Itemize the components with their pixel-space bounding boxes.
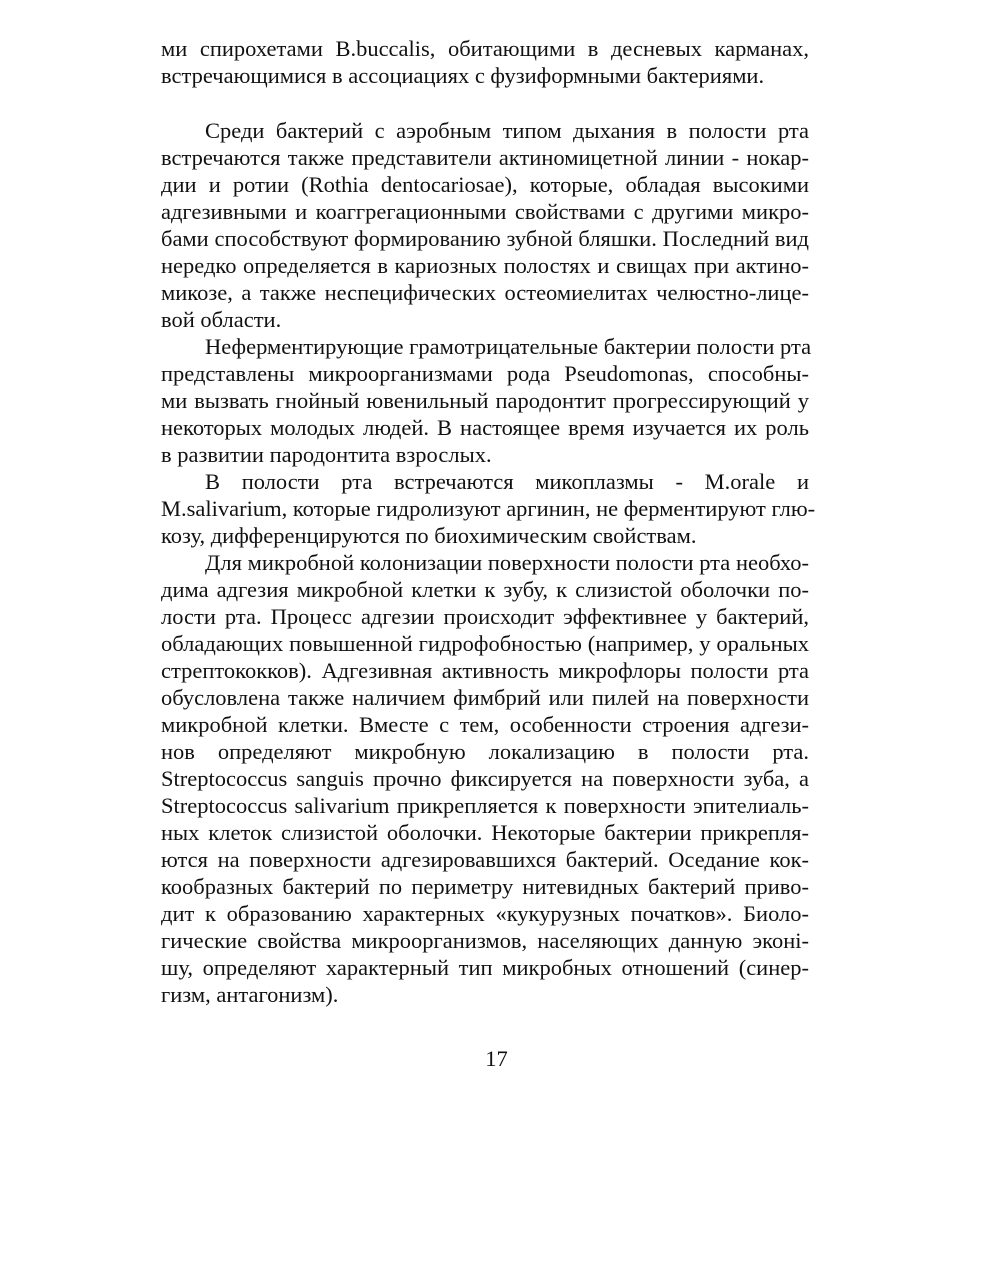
text-line: Streptococcus sanguis прочно фиксируется на поверхности зуба, а: [161, 766, 809, 791]
text-line: ми спирохетами B.buccalis, обитающими в десневых карманах,: [161, 36, 809, 61]
text-line: обусловлена также наличием фимбрий или пилей на поверхности: [161, 685, 809, 710]
page-number: 17: [485, 1046, 508, 1071]
text-line: в развитии пародонтита взрослых.: [161, 442, 492, 467]
text-line: лости рта. Процесс адгезии происходит эффективнее у бактерий,: [161, 604, 809, 629]
paragraph-aerobic-bacteria: [161, 117, 809, 333]
text-line: ются на поверхности адгезировавшихся бактерий. Оседание кок-: [161, 847, 809, 872]
paragraph-mycoplasma: [161, 468, 816, 549]
text-line: Среди бактерий с аэробным типом дыхания в полости рта: [205, 118, 809, 143]
paragraph-adhesion: [161, 549, 809, 1008]
text-line: нов определяют микробную локализацию в полости рта.: [161, 739, 809, 764]
paragraph-gap: [161, 89, 809, 117]
text-line: дии и ротии (Rothia dentocariosae), которые, обладая высокими: [161, 172, 809, 197]
text-line: представлены микроорганизмами рода Pseudomonas, способны-: [161, 361, 809, 386]
text-line: ных клеток слизистой оболочки. Некоторые бактерии прикрепля-: [161, 820, 809, 845]
text-line: некоторых молодых людей. В настоящее время изучается их роль: [161, 415, 809, 440]
text-line: Неферментирующие грамотрицательные бактерии полости рта: [205, 334, 812, 359]
text-line: микробной клетки. Вместе с тем, особенности строения адгези-: [161, 712, 809, 737]
text-line: вой области.: [161, 307, 282, 332]
text-line: В полости рта встречаются микоплазмы - M.orale и: [205, 469, 809, 494]
text-line: стрептококков). Адгезивная активность микрофлоры полости рта: [161, 658, 809, 683]
text-line: ми вызвать гнойный ювенильный пародонтит прогрессирующий у: [161, 388, 809, 413]
text-line: встречающимися в ассоциациях с фузиформными бактериями.: [161, 63, 765, 88]
text-line: микозе, а также неспецифических остеомиелитах челюстно-лице-: [161, 280, 809, 305]
text-line: обладающих повышенной гидрофобностью (например, у оральных: [161, 631, 809, 656]
text-line: адгезивными и коаггрегационными свойствами с другими микро-: [161, 199, 809, 224]
paragraph-pseudomonas: [161, 333, 812, 468]
page-body: [161, 35, 816, 1008]
text-line: гические свойства микроорганизмов, населяющих данную эконі-: [161, 928, 809, 953]
text-line: козу, дифференцируются по биохимическим свойствам.: [161, 523, 697, 548]
text-line: дит к образованию характерных «кукурузных початков». Биоло-: [161, 901, 809, 926]
text-line: M.salivarium, которые гидролизуют аргинин, не ферментируют глю-: [161, 496, 816, 521]
text-line: нередко определяется в кариозных полостях и свищах при актино-: [161, 253, 809, 278]
text-line: кообразных бактерий по периметру нитевидных бактерий приво-: [161, 874, 809, 899]
text-line: гизм, антагонизм).: [161, 982, 339, 1007]
text-line: дима адгезия микробной клетки к зубу, к слизистой оболочки по-: [161, 577, 809, 602]
text-line: встречаются также представители актиномицетной линии - нокар-: [161, 145, 809, 170]
text-line: Streptococcus salivarium прикрепляется к поверхности эпителиаль-: [161, 793, 809, 818]
text-line: бами способствуют формированию зубной бляшки. Последний вид: [161, 226, 809, 251]
paragraph-spirochetes: [161, 35, 809, 89]
text-line: шу, определяют характерный тип микробных отношений (синер-: [161, 955, 809, 980]
text-line: Для микробной колонизации поверхности полости рта необхо-: [205, 550, 809, 575]
